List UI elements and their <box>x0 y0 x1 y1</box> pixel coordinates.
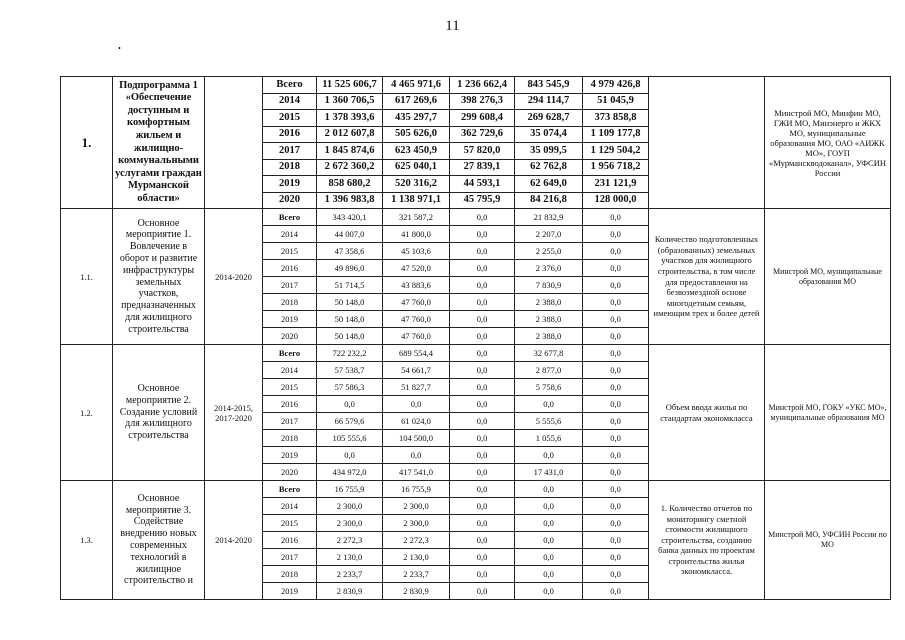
amount-cell: 2 300,0 <box>317 515 383 532</box>
amount-cell: 0,0 <box>450 209 515 226</box>
amount-cell: 0,0 <box>583 328 649 345</box>
table-row <box>61 77 891 94</box>
amount-cell: 0,0 <box>383 447 450 464</box>
amount-cell: 43 883,6 <box>383 277 450 294</box>
year-cell: 2017 <box>263 143 317 160</box>
amount-cell: 0,0 <box>317 447 383 464</box>
amount-cell: 0,0 <box>515 583 583 600</box>
amount-cell: 57 820,0 <box>450 143 515 160</box>
amount-cell: 1 236 662,4 <box>450 77 515 94</box>
year-cell: 2016 <box>263 260 317 277</box>
amount-cell: 0,0 <box>317 396 383 413</box>
amount-cell: 0,0 <box>583 379 649 396</box>
amount-cell: 2 300,0 <box>383 498 450 515</box>
amount-cell: 0,0 <box>450 583 515 600</box>
amount-cell: 343 420,1 <box>317 209 383 226</box>
amount-cell: 0,0 <box>450 345 515 362</box>
section-title: Основное мероприятие 1. Вовлечение в оборот и развитие инфраструктуры земельных участков, предназначенных для жилищного строительства <box>113 209 205 345</box>
amount-cell: 0,0 <box>583 396 649 413</box>
amount-cell: 2 255,0 <box>515 243 583 260</box>
amount-cell: 231 121,9 <box>583 176 649 193</box>
amount-cell: 0,0 <box>515 549 583 566</box>
amount-cell: 0,0 <box>583 311 649 328</box>
year-cell: 2015 <box>263 515 317 532</box>
amount-cell: 0,0 <box>583 260 649 277</box>
section-indicator: Количество подготовленных (образованных) земельных участков для жилищного строительства, в том числе для предоставления на безвозмездной основе многодетным семьям, имеющим трех и более детей <box>649 209 765 345</box>
amount-cell: 0,0 <box>450 277 515 294</box>
amount-cell: 0,0 <box>450 311 515 328</box>
amount-cell: 294 114,7 <box>515 93 583 110</box>
year-cell: Всего <box>263 481 317 498</box>
amount-cell: 0,0 <box>583 294 649 311</box>
amount-cell: 0,0 <box>583 481 649 498</box>
amount-cell: 0,0 <box>583 243 649 260</box>
amount-cell: 0,0 <box>583 209 649 226</box>
year-cell: 2018 <box>263 430 317 447</box>
amount-cell: 858 680,2 <box>317 176 383 193</box>
amount-cell: 0,0 <box>450 498 515 515</box>
amount-cell: 0,0 <box>583 345 649 362</box>
amount-cell: 45 103,6 <box>383 243 450 260</box>
amount-cell: 45 795,9 <box>450 192 515 209</box>
amount-cell: 17 431,0 <box>515 464 583 481</box>
section-executor: Минстрой МО, УФСИН России по МО <box>765 481 891 600</box>
year-cell: 2014 <box>263 498 317 515</box>
amount-cell: 0,0 <box>450 362 515 379</box>
section-period: 2014-2020 <box>205 209 263 345</box>
year-cell: 2016 <box>263 532 317 549</box>
year-cell: 2018 <box>263 159 317 176</box>
amount-cell: 0,0 <box>515 396 583 413</box>
amount-cell: 4 979 426,8 <box>583 77 649 94</box>
amount-cell: 0,0 <box>583 566 649 583</box>
amount-cell: 57 586,3 <box>317 379 383 396</box>
amount-cell: 2 207,0 <box>515 226 583 243</box>
section-title: Основное мероприятие 3. Содействие внедрению новых современных технологий в жилищное строительство и <box>113 481 205 600</box>
amount-cell: 0,0 <box>515 532 583 549</box>
amount-cell: 0,0 <box>583 515 649 532</box>
section-index: 1.2. <box>61 345 113 481</box>
table-row <box>61 345 891 362</box>
amount-cell: 0,0 <box>583 413 649 430</box>
amount-cell: 0,0 <box>583 583 649 600</box>
amount-cell: 61 024,0 <box>383 413 450 430</box>
year-cell: Всего <box>263 345 317 362</box>
amount-cell: 1 138 971,1 <box>383 192 450 209</box>
section-indicator: Объем ввода жилья по стандартам экономкласса <box>649 345 765 481</box>
amount-cell: 57 538,7 <box>317 362 383 379</box>
amount-cell: 505 626,0 <box>383 126 450 143</box>
amount-cell: 0,0 <box>583 532 649 549</box>
section-title: Подпрограмма 1 «Обеспечение доступным и комфортным жильем и жилищно-коммунальными услугами граждан Мурманской области» <box>113 77 205 209</box>
amount-cell: 16 755,9 <box>317 481 383 498</box>
amount-cell: 2 012 607,8 <box>317 126 383 143</box>
amount-cell: 0,0 <box>450 294 515 311</box>
year-cell: Всего <box>263 209 317 226</box>
year-cell: 2019 <box>263 311 317 328</box>
year-cell: 2016 <box>263 126 317 143</box>
amount-cell: 51 045,9 <box>583 93 649 110</box>
amount-cell: 47 358,6 <box>317 243 383 260</box>
section-index: 1.1. <box>61 209 113 345</box>
amount-cell: 0,0 <box>583 549 649 566</box>
amount-cell: 1 956 718,2 <box>583 159 649 176</box>
amount-cell: 47 760,0 <box>383 328 450 345</box>
amount-cell: 0,0 <box>450 328 515 345</box>
year-cell: 2018 <box>263 294 317 311</box>
amount-cell: 0,0 <box>450 260 515 277</box>
amount-cell: 0,0 <box>450 379 515 396</box>
amount-cell: 5 555,6 <box>515 413 583 430</box>
amount-cell: 2 388,0 <box>515 294 583 311</box>
section-period <box>205 77 263 209</box>
amount-cell: 47 760,0 <box>383 294 450 311</box>
amount-cell: 11 525 606,7 <box>317 77 383 94</box>
amount-cell: 373 858,8 <box>583 110 649 127</box>
table-row <box>61 481 891 498</box>
amount-cell: 2 388,0 <box>515 328 583 345</box>
amount-cell: 0,0 <box>450 566 515 583</box>
amount-cell: 44 007,0 <box>317 226 383 243</box>
section-indicator <box>649 77 765 209</box>
section-title: Основное мероприятие 2. Создание условий для жилищного строительства <box>113 345 205 481</box>
bullet-mark: • <box>118 44 121 53</box>
year-cell: 2019 <box>263 447 317 464</box>
year-cell: 2014 <box>263 226 317 243</box>
amount-cell: 50 148,0 <box>317 311 383 328</box>
amount-cell: 50 148,0 <box>317 294 383 311</box>
program-table <box>60 76 891 600</box>
amount-cell: 62 762,8 <box>515 159 583 176</box>
amount-cell: 2 830,9 <box>383 583 450 600</box>
amount-cell: 0,0 <box>583 362 649 379</box>
amount-cell: 27 839,1 <box>450 159 515 176</box>
amount-cell: 1 360 706,5 <box>317 93 383 110</box>
amount-cell: 35 099,5 <box>515 143 583 160</box>
amount-cell: 398 276,3 <box>450 93 515 110</box>
amount-cell: 0,0 <box>583 464 649 481</box>
amount-cell: 0,0 <box>450 515 515 532</box>
year-cell: 2015 <box>263 243 317 260</box>
section-period: 2014-2015, 2017-2020 <box>205 345 263 481</box>
page-number: 11 <box>445 18 460 34</box>
year-cell: 2015 <box>263 110 317 127</box>
amount-cell: 0,0 <box>583 498 649 515</box>
amount-cell: 50 148,0 <box>317 328 383 345</box>
year-cell: 2019 <box>263 583 317 600</box>
year-cell: 2018 <box>263 566 317 583</box>
amount-cell: 1 378 393,6 <box>317 110 383 127</box>
amount-cell: 0,0 <box>450 396 515 413</box>
amount-cell: 2 830,9 <box>317 583 383 600</box>
amount-cell: 0,0 <box>583 277 649 294</box>
amount-cell: 0,0 <box>583 447 649 464</box>
amount-cell: 0,0 <box>583 430 649 447</box>
amount-cell: 0,0 <box>450 464 515 481</box>
amount-cell: 362 729,6 <box>450 126 515 143</box>
amount-cell: 625 040,1 <box>383 159 450 176</box>
amount-cell: 128 000,0 <box>583 192 649 209</box>
amount-cell: 5 758,6 <box>515 379 583 396</box>
amount-cell: 51 714,5 <box>317 277 383 294</box>
year-cell: 2017 <box>263 549 317 566</box>
amount-cell: 435 297,7 <box>383 110 450 127</box>
amount-cell: 32 677,8 <box>515 345 583 362</box>
section-indicator: 1. Количество отчетов по мониторингу сметной стоимости жилищного строительства, созданию банка данных по проектам строительства жилья экономкласса. <box>649 481 765 600</box>
year-cell: 2017 <box>263 413 317 430</box>
amount-cell: 0,0 <box>450 447 515 464</box>
amount-cell: 4 465 971,6 <box>383 77 450 94</box>
amount-cell: 44 593,1 <box>450 176 515 193</box>
year-cell: 2017 <box>263 277 317 294</box>
amount-cell: 51 827,7 <box>383 379 450 396</box>
amount-cell: 269 628,7 <box>515 110 583 127</box>
amount-cell: 62 649,0 <box>515 176 583 193</box>
amount-cell: 41 800,0 <box>383 226 450 243</box>
amount-cell: 2 272,3 <box>383 532 450 549</box>
year-cell: 2014 <box>263 362 317 379</box>
amount-cell: 2 130,0 <box>383 549 450 566</box>
section-executor: Минстрой МО, Минфин МО, ГЖИ МО, Минэнерго и ЖКХ МО, муниципальные образования МО, ОАО «АИЖК МО», ГОУП «Мурманскводоканал», УФСИН России <box>765 77 891 209</box>
section-executor: Минстрой МО, ГОКУ «УКС МО», муниципальные образования МО <box>765 345 891 481</box>
amount-cell: 2 300,0 <box>317 498 383 515</box>
amount-cell: 0,0 <box>450 481 515 498</box>
amount-cell: 0,0 <box>450 243 515 260</box>
amount-cell: 0,0 <box>450 226 515 243</box>
amount-cell: 0,0 <box>450 532 515 549</box>
amount-cell: 2 233,7 <box>317 566 383 583</box>
table-row <box>61 209 891 226</box>
amount-cell: 2 130,0 <box>317 549 383 566</box>
amount-cell: 104 500,0 <box>383 430 450 447</box>
amount-cell: 1 109 177,8 <box>583 126 649 143</box>
year-cell: Всего <box>263 77 317 94</box>
amount-cell: 66 579,6 <box>317 413 383 430</box>
amount-cell: 2 376,0 <box>515 260 583 277</box>
year-cell: 2020 <box>263 328 317 345</box>
amount-cell: 1 129 504,2 <box>583 143 649 160</box>
amount-cell: 617 269,6 <box>383 93 450 110</box>
amount-cell: 0,0 <box>383 396 450 413</box>
amount-cell: 16 755,9 <box>383 481 450 498</box>
amount-cell: 1 396 983,8 <box>317 192 383 209</box>
year-cell: 2016 <box>263 396 317 413</box>
amount-cell: 0,0 <box>583 226 649 243</box>
year-cell: 2020 <box>263 464 317 481</box>
amount-cell: 47 760,0 <box>383 311 450 328</box>
amount-cell: 0,0 <box>450 549 515 566</box>
amount-cell: 105 555,6 <box>317 430 383 447</box>
amount-cell: 520 316,2 <box>383 176 450 193</box>
year-cell: 2019 <box>263 176 317 193</box>
amount-cell: 49 896,0 <box>317 260 383 277</box>
amount-cell: 47 520,0 <box>383 260 450 277</box>
amount-cell: 84 216,8 <box>515 192 583 209</box>
amount-cell: 434 972,0 <box>317 464 383 481</box>
amount-cell: 7 830,9 <box>515 277 583 294</box>
amount-cell: 1 055,6 <box>515 430 583 447</box>
amount-cell: 623 450,9 <box>383 143 450 160</box>
amount-cell: 689 554,4 <box>383 345 450 362</box>
section-index: 1.3. <box>61 481 113 600</box>
section-period: 2014-2020 <box>205 481 263 600</box>
year-cell: 2014 <box>263 93 317 110</box>
amount-cell: 1 845 874,6 <box>317 143 383 160</box>
amount-cell: 0,0 <box>515 515 583 532</box>
year-cell: 2020 <box>263 192 317 209</box>
amount-cell: 299 608,4 <box>450 110 515 127</box>
amount-cell: 0,0 <box>515 481 583 498</box>
amount-cell: 2 672 360,2 <box>317 159 383 176</box>
year-cell: 2015 <box>263 379 317 396</box>
amount-cell: 321 587,2 <box>383 209 450 226</box>
amount-cell: 2 233,7 <box>383 566 450 583</box>
amount-cell: 417 541,0 <box>383 464 450 481</box>
amount-cell: 54 661,7 <box>383 362 450 379</box>
amount-cell: 2 272,3 <box>317 532 383 549</box>
amount-cell: 0,0 <box>515 566 583 583</box>
amount-cell: 2 388,0 <box>515 311 583 328</box>
amount-cell: 21 832,9 <box>515 209 583 226</box>
amount-cell: 2 877,0 <box>515 362 583 379</box>
amount-cell: 0,0 <box>515 498 583 515</box>
amount-cell: 843 545,9 <box>515 77 583 94</box>
amount-cell: 2 300,0 <box>383 515 450 532</box>
section-index: 1. <box>61 77 113 209</box>
amount-cell: 0,0 <box>450 413 515 430</box>
amount-cell: 35 074,4 <box>515 126 583 143</box>
amount-cell: 722 232,2 <box>317 345 383 362</box>
amount-cell: 0,0 <box>515 447 583 464</box>
section-executor: Минстрой МО, муниципальные образования МО <box>765 209 891 345</box>
amount-cell: 0,0 <box>450 430 515 447</box>
